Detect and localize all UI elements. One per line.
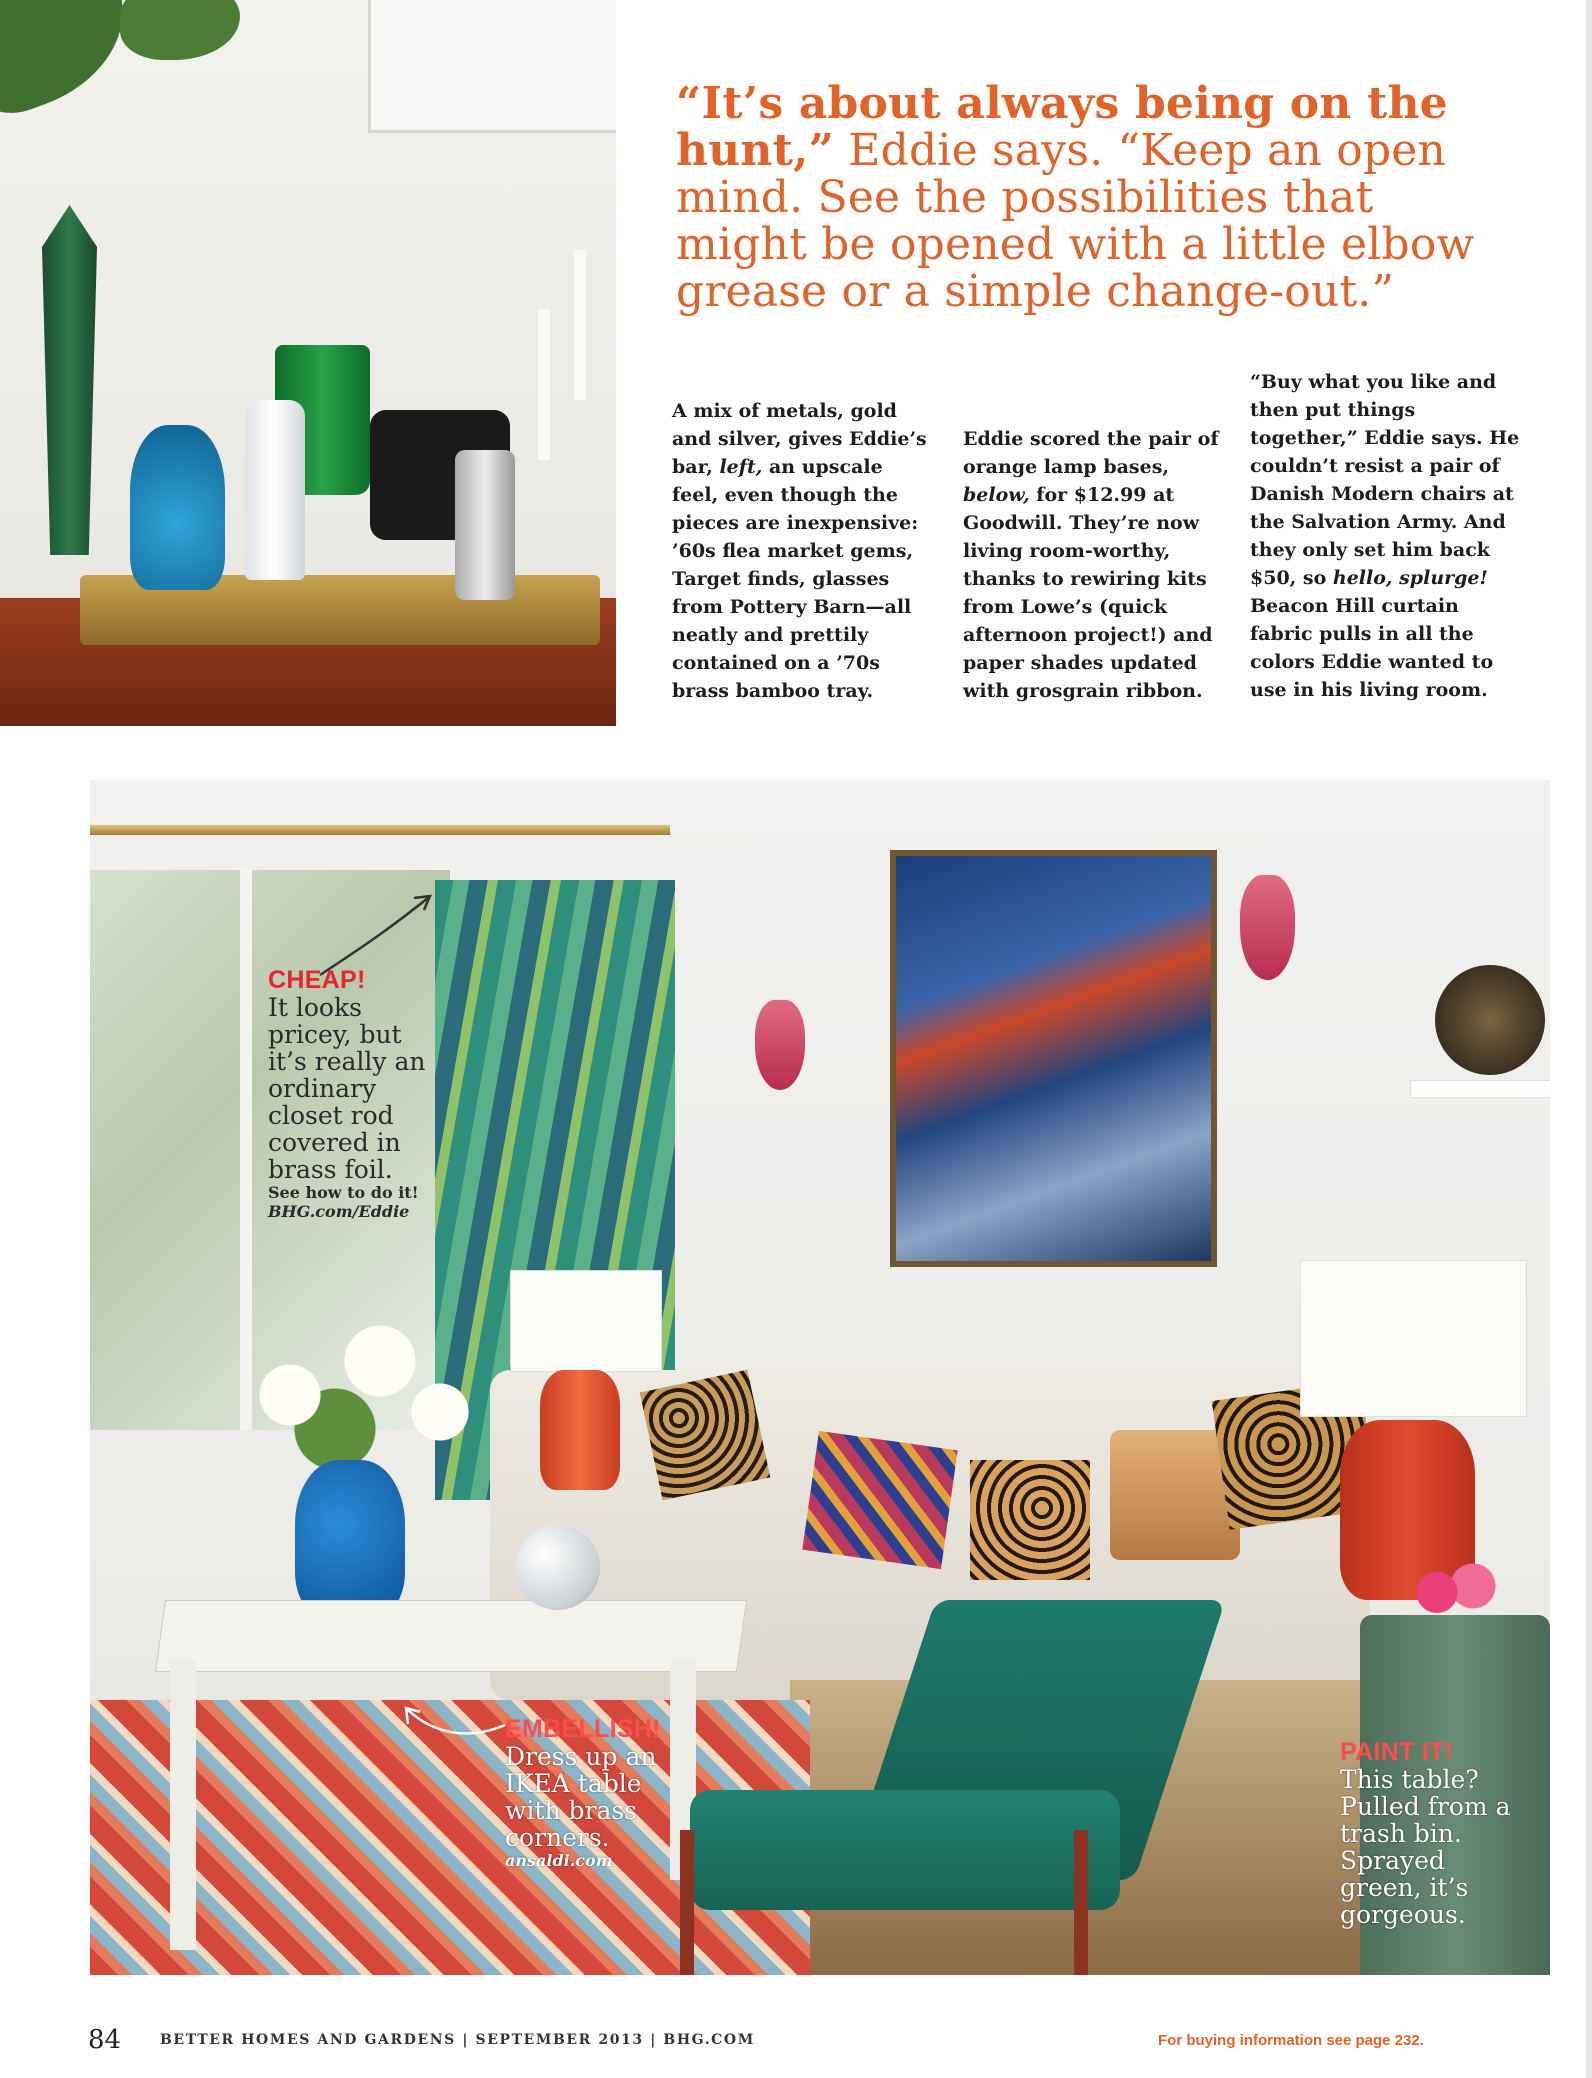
callout-embellish xyxy=(505,1715,675,1870)
callout-cheap-sub: See how to do it! xyxy=(268,1183,419,1202)
col2-text-b: for $12.99 at Goodwill. They’re now living room-worthy, thanks to rewiring kits from Lowe’s (quick afternoon project!) and paper shades updated with grosgrain ribbon. xyxy=(963,484,1213,702)
callout-paint-text: This table? Pulled from a trash bin. Sprayed green, it’s gorgeous. xyxy=(1340,1765,1511,1929)
page-edge xyxy=(1586,0,1592,2078)
pink-sconce-left xyxy=(755,1000,805,1090)
page-number: 84 xyxy=(88,2025,122,2055)
pull-quote xyxy=(676,80,1516,315)
col2-italic: below, xyxy=(963,484,1030,506)
arrow-icon xyxy=(400,1700,510,1750)
wood-chair-frame xyxy=(680,1830,1088,1975)
col1-text-a: A mix of metals, gold and silver, gives Eddie’s bar, xyxy=(672,400,927,478)
candle xyxy=(574,250,586,400)
body-column-2 xyxy=(963,425,1223,705)
col3-text-b: Beacon Hill curtain fabric pulls in all the colors Eddie wanted to use in his living room. xyxy=(1250,595,1494,701)
coffee-table-leg xyxy=(170,1660,196,1950)
col1-italic: left, xyxy=(719,456,763,478)
callout-cheap-head: CHEAP! xyxy=(268,966,366,994)
body-column-3 xyxy=(1250,368,1520,704)
lamp-shade-left xyxy=(510,1270,662,1372)
callout-embellish-text: Dress up an IKEA table with brass corners. xyxy=(505,1742,657,1852)
callout-cheap xyxy=(268,966,448,1221)
abstract-painting xyxy=(890,850,1217,1267)
decorative-plate xyxy=(1435,965,1545,1075)
pull-quote-regular: Eddie says. “Keep an open mind. See the possibilities that might be opened with a little elbow grease or a simple change-out.” xyxy=(676,125,1475,317)
callout-paint xyxy=(1340,1738,1520,1928)
col1-text-b: an upscale feel, even though the pieces are inexpensive: ’60s flea market gems, Target finds, glasses from Pottery Barn—all neatly and prettily contained on a ’70s brass bamboo tray. xyxy=(672,456,919,702)
cocktail-shaker xyxy=(455,450,515,600)
coffee-table xyxy=(155,1600,747,1672)
orange-lamp-base-left xyxy=(540,1370,620,1490)
leopard-pillow xyxy=(970,1460,1090,1580)
gin-bottle xyxy=(245,400,305,580)
blue-decanter xyxy=(130,425,225,590)
body-column-1 xyxy=(672,397,932,705)
callout-paint-head: PAINT IT! xyxy=(1340,1738,1454,1766)
blue-vase xyxy=(295,1460,405,1620)
callout-cheap-text: It looks pricey, but it’s really an ordinary closet rod covered in brass foil. xyxy=(268,993,426,1184)
col3-text-a: “Buy what you like and then put things together,” Eddie says. He couldn’t resist a pair of Danish Modern chairs at the Salvation Army. And they only set him back $50, so xyxy=(1250,371,1520,589)
white-lilies xyxy=(200,1310,500,1480)
fig-leaf xyxy=(120,0,240,60)
candle xyxy=(538,310,550,460)
glass-paperweight xyxy=(515,1525,600,1610)
callout-cheap-link[interactable]: BHG.com/Eddie xyxy=(268,1202,410,1221)
callout-embellish-link[interactable]: ansaldi.com xyxy=(505,1851,613,1870)
acrylic-shelf xyxy=(1410,1080,1550,1098)
col3-italic: hello, splurge! xyxy=(1332,567,1488,589)
brass-curtain-rod xyxy=(90,825,670,835)
kilim-pillow xyxy=(802,1431,957,1569)
pull-quote-bold: “It’s about always being on the hunt,” xyxy=(676,78,1448,176)
bar-cart-photo xyxy=(0,0,616,726)
running-footer: BETTER HOMES AND GARDENS | SEPTEMBER 2013 | BHG.COM xyxy=(160,2032,755,2048)
callout-embellish-head: EMBELLISH! xyxy=(505,1715,661,1743)
pink-sconce-right xyxy=(1240,875,1295,980)
buying-info: For buying information see page 232. xyxy=(1158,2032,1424,2049)
lamp-shade-right xyxy=(1300,1260,1527,1417)
col2-text-a: Eddie scored the pair of orange lamp bases, xyxy=(963,428,1219,478)
pink-flowers xyxy=(1410,1560,1500,1625)
wall-frame xyxy=(368,0,616,133)
living-room-photo xyxy=(90,780,1550,1975)
malachite-obelisk xyxy=(42,205,97,555)
leopard-pillow xyxy=(640,1370,770,1500)
